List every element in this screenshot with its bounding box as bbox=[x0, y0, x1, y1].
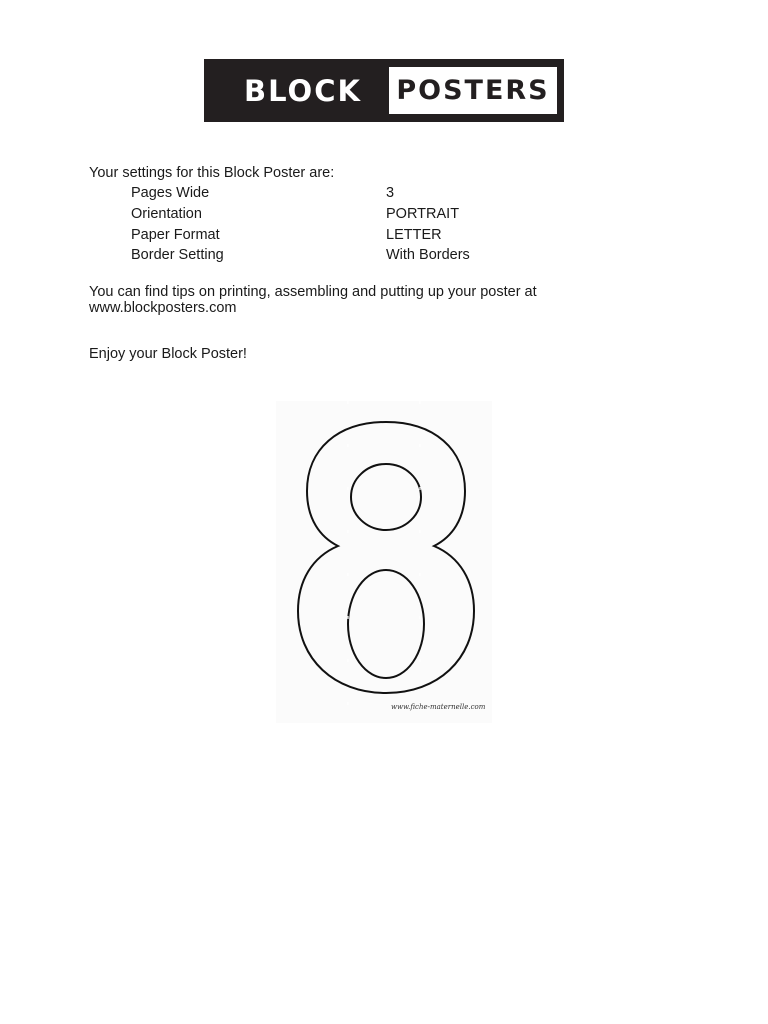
poster-preview bbox=[276, 401, 492, 723]
setting-label: Orientation bbox=[131, 206, 202, 222]
setting-value: PORTRAIT bbox=[386, 206, 460, 222]
tips-paragraph bbox=[89, 284, 537, 316]
setting-row-orientation bbox=[0, 206, 768, 226]
enjoy-message: Enjoy your Block Poster! bbox=[89, 346, 247, 362]
website-link[interactable]: www.blockposters.com bbox=[89, 300, 237, 316]
block-posters-logo bbox=[204, 59, 564, 122]
setting-value: 3 bbox=[386, 185, 395, 201]
settings-intro: Your settings for this Block Poster are: bbox=[89, 165, 335, 181]
poster-signature: www.fiche-maternelle.com bbox=[391, 703, 486, 711]
digit-eight-outline bbox=[276, 401, 492, 723]
logo-block-word: BLOCK bbox=[244, 74, 362, 108]
setting-label: Pages Wide bbox=[131, 185, 210, 201]
tips-line: You can find tips on printing, assembling and putting up your poster at bbox=[89, 284, 537, 300]
setting-row-border-setting bbox=[0, 247, 768, 267]
setting-label: Border Setting bbox=[131, 247, 224, 263]
logo-posters-word: POSTERS bbox=[389, 67, 557, 114]
setting-row-paper-format bbox=[0, 227, 768, 247]
setting-value: With Borders bbox=[386, 247, 470, 263]
setting-value: LETTER bbox=[386, 227, 442, 243]
setting-row-pages-wide bbox=[0, 185, 768, 205]
setting-label: Paper Format bbox=[131, 227, 220, 243]
